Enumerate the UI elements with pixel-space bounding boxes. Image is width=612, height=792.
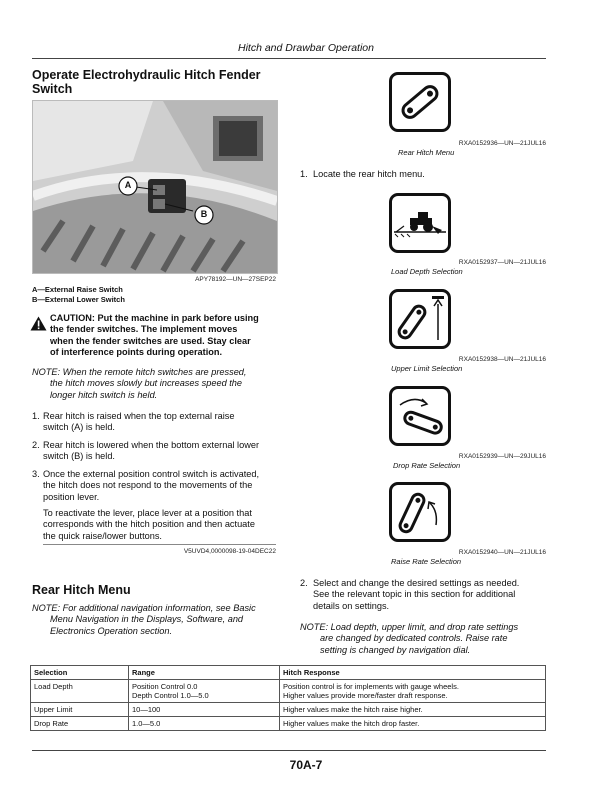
warning-triangle-icon (30, 316, 47, 336)
load-depth-selection-icon (389, 193, 451, 253)
icon-id-upper-limit: RXA0152938—UN—21JUL16 (458, 356, 546, 363)
section-title-rear-hitch-menu: Rear Hitch Menu (32, 583, 131, 597)
caution-text: CAUTION: Put the machine in park before using the fender switches. The implement moves when the fender switches are used. Stay clear of interference points during operation. (50, 313, 259, 357)
table-row: Upper Limit 10—100 Higher values make the hitch raise higher. (31, 703, 546, 717)
rear-hitch-menu-icon (389, 72, 451, 132)
note-navigation: NOTE: For additional navigation information, see Basic Menu Navigation in the Displays, Software, and Electronics Operation section. (32, 603, 256, 636)
table-row: Load Depth Position Control 0.0 Depth Control 1.0—5.0 Position control is for implements with gauge wheels. Higher values provide more/faster draft response. (31, 680, 546, 703)
drop-rate-selection-icon (389, 386, 451, 446)
icon-id-load-depth: RXA0152937—UN—21JUL16 (458, 259, 546, 266)
caption-raise-rate: Raise Rate Selection (391, 557, 462, 566)
raise-rate-selection-icon (389, 482, 451, 542)
callout-a-label: A (124, 180, 132, 190)
photo-id: APY78192—UN—27SEP22 (195, 276, 276, 283)
table-header-row (31, 666, 546, 680)
callout-b-label: B (200, 209, 208, 219)
step-3: 3. Once the external position control switch is activated, the hitch does not respond to the movements of the position lever. (32, 469, 260, 502)
step-1: 1. Rear hitch is raised when the top external raise switch (A) is held. (32, 411, 235, 433)
header-hitch-response: Hitch Response (280, 666, 546, 680)
note-settings-controls: NOTE: Load depth, upper limit, and drop rate settings are changed by dedicated controls. Raise rate setting is changed by navigation dial. (300, 622, 519, 655)
table-row: Drop Rate 1.0—5.0 Higher values make the hitch drop faster. (31, 717, 546, 731)
page-number: 70A-7 (289, 758, 323, 772)
footer-rule (32, 750, 546, 751)
right-step-2: 2. Select and change the desired settings as needed. See the relevant topic in this section for additional details on settings. (300, 578, 520, 611)
header-selection: Selection (31, 666, 129, 680)
step-2: 2. Rear hitch is lowered when the bottom external lower switch (B) is held. (32, 440, 260, 462)
caption-upper-limit: Upper Limit Selection (391, 364, 463, 373)
fender-switch-photo (32, 100, 278, 274)
right-step-1: 1. Locate the rear hitch menu. (300, 169, 425, 179)
caption-load-depth: Load Depth Selection (391, 267, 463, 276)
tractor-fender-image (33, 101, 277, 273)
topic-ref-id: V5UVD4,0000098-19-04DEC22 (183, 548, 276, 555)
caption-rear-hitch-menu: Rear Hitch Menu (398, 148, 455, 157)
running-header: Hitch and Drawbar Operation (238, 42, 374, 54)
topic-end-rule (43, 544, 276, 545)
icon-id-raise-rate: RXA0152940—UN—21JUL16 (458, 549, 546, 556)
icon-id-rear-hitch-menu: RXA0152936—UN—21JUL16 (458, 140, 546, 147)
note-remote-switches: NOTE: When the remote hitch switches are pressed, the hitch moves slowly but increases speed the longer hitch switch is held. (32, 367, 247, 400)
reactivate-lever-paragraph: To reactivate the lever, place lever at a position that corresponds with the hitch position and then actuate the quick raise/lower buttons. (43, 508, 255, 541)
icon-id-drop-rate: RXA0152939—UN—29JUL16 (458, 453, 546, 460)
header-range: Range (129, 666, 280, 680)
photo-legend: A—External Raise Switch B—External Lower Switch (32, 285, 125, 304)
upper-limit-selection-icon (389, 289, 451, 349)
section-title-fender-switch: Operate Electrohydraulic Hitch Fender Switch (32, 68, 261, 96)
caption-drop-rate: Drop Rate Selection (393, 461, 461, 470)
header-rule (32, 58, 546, 59)
hitch-settings-table (30, 665, 546, 731)
